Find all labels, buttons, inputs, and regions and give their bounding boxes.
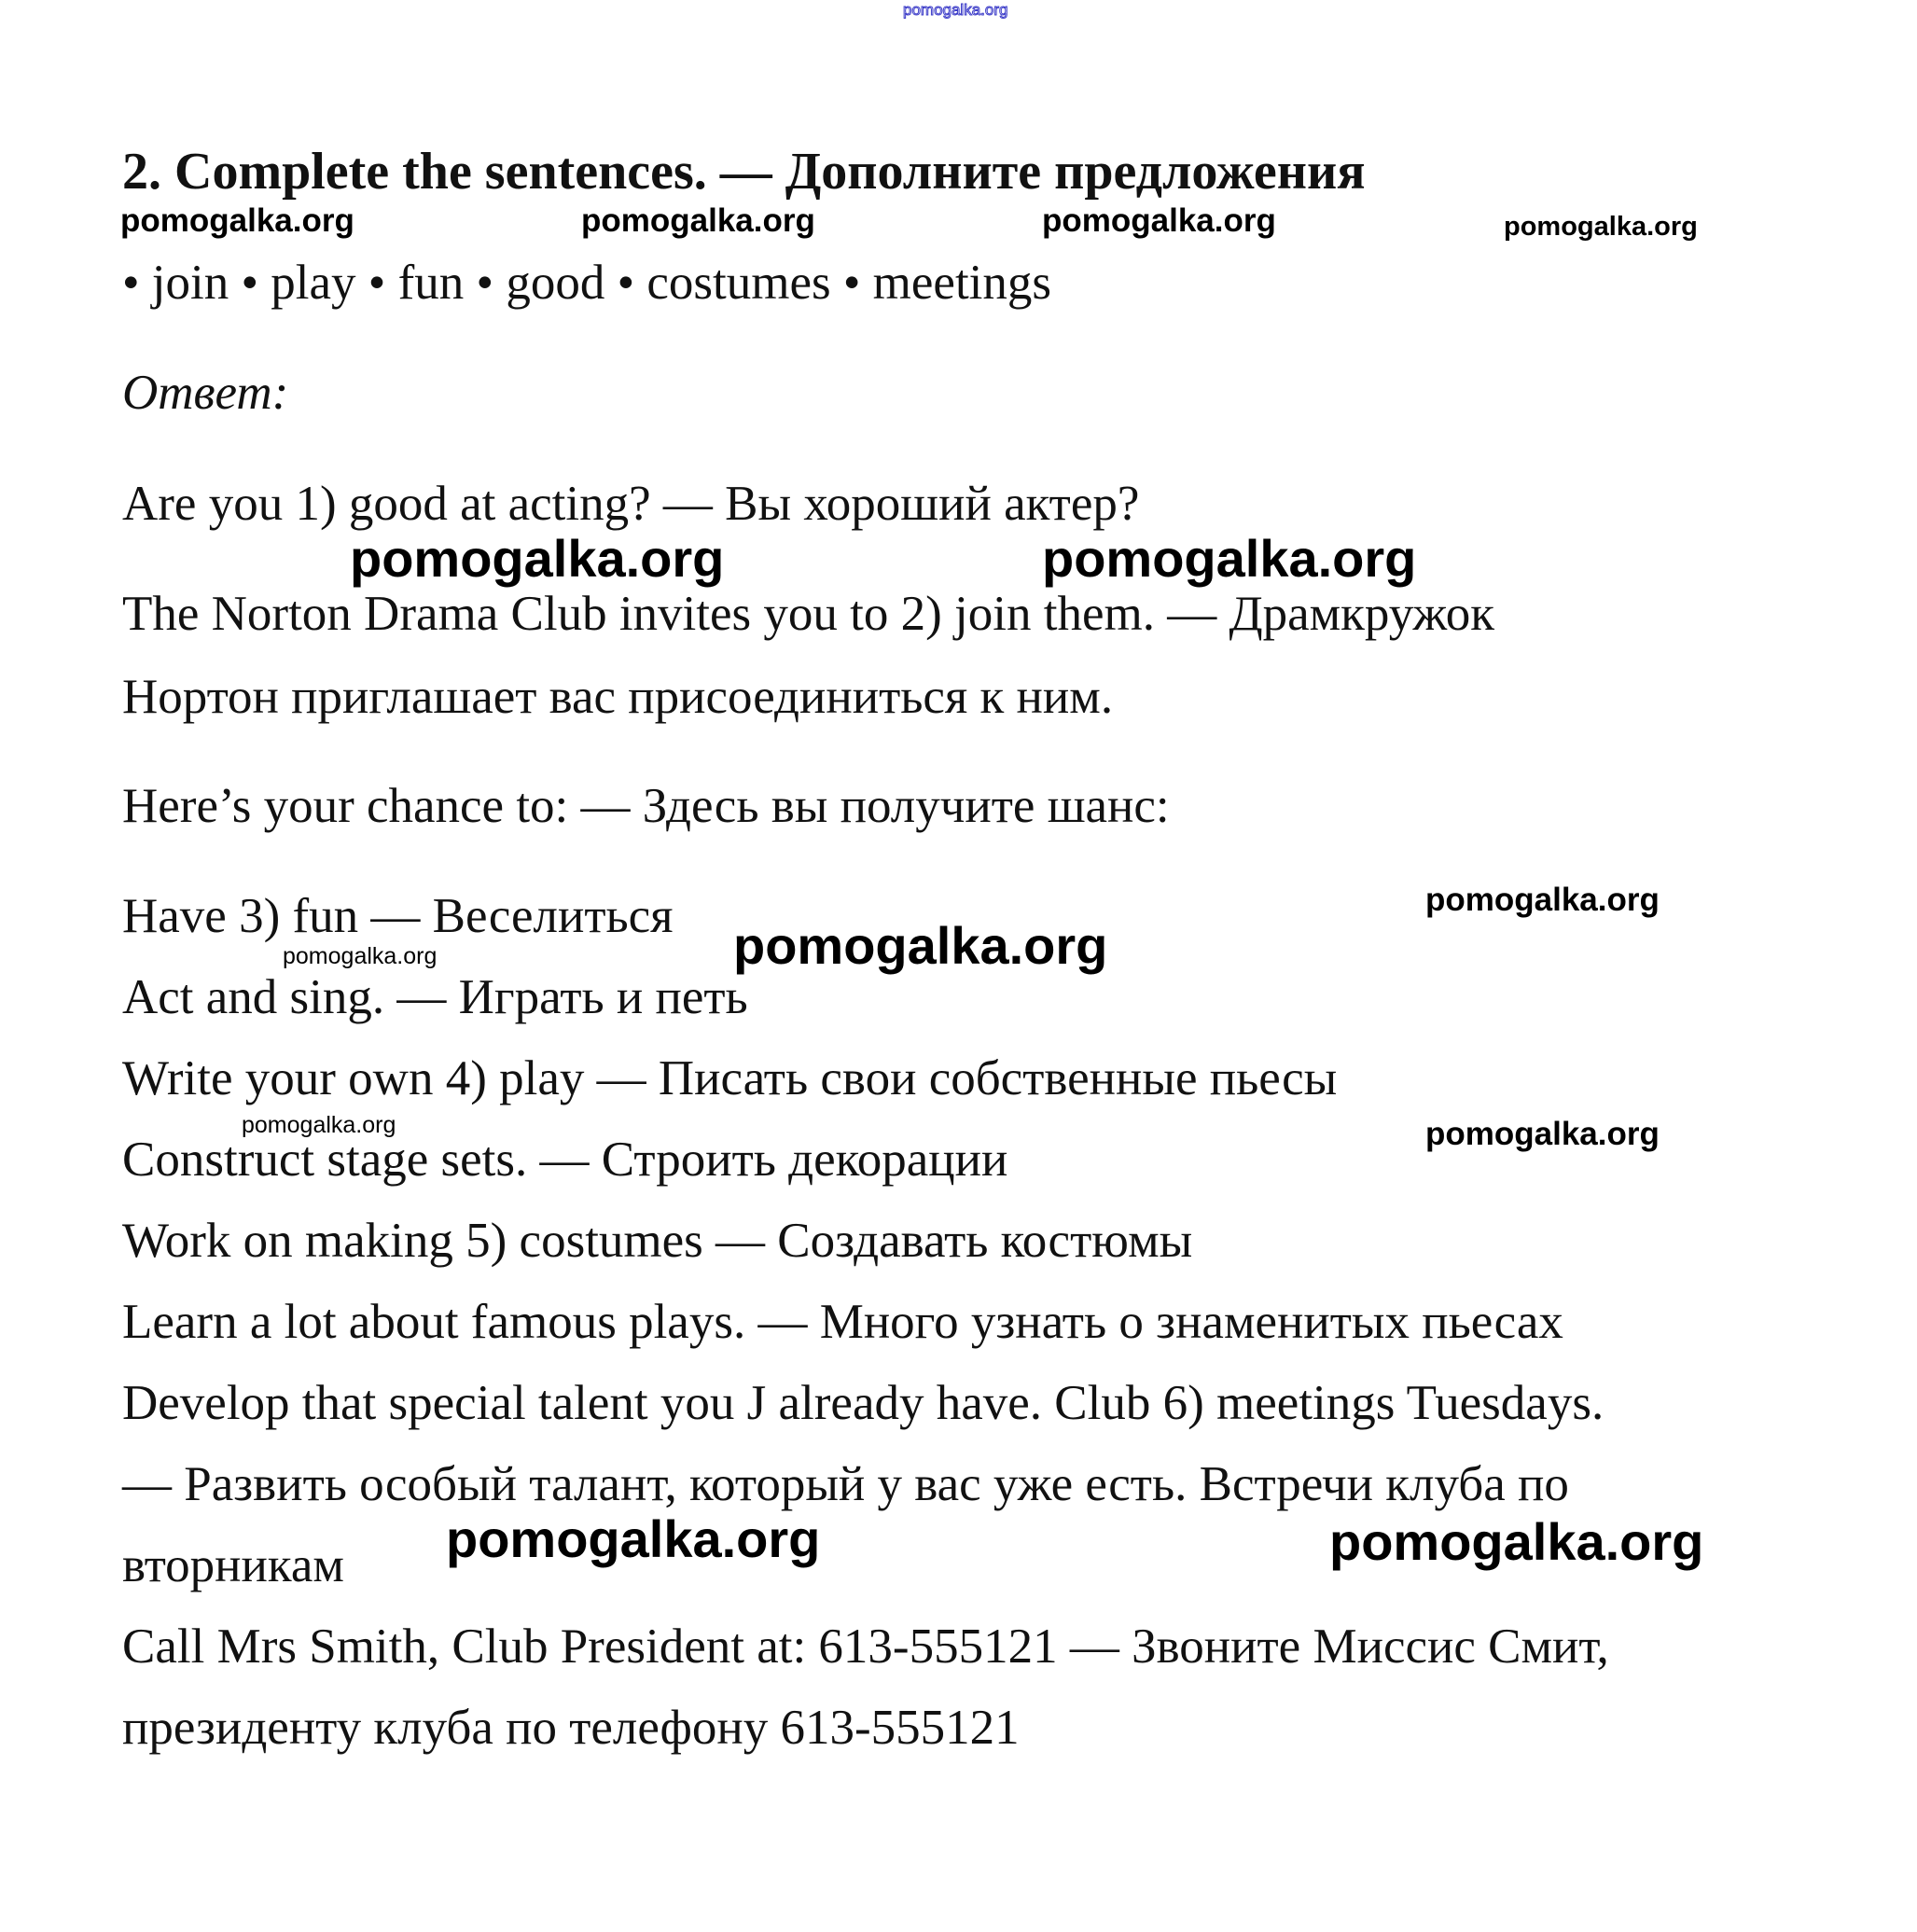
answer-line: Нортон приглашает вас присоединиться к ним. [122, 670, 1114, 724]
exercise-title: 2. Complete the sentences. — Дополните предложения [122, 143, 1366, 201]
watermark: pomogalka.org [1504, 212, 1698, 242]
answer-line: вторникам [122, 1538, 344, 1592]
answer-line: Are you 1) good at acting? — Вы хороший актер? [122, 477, 1140, 531]
watermark: pomogalka.org [1329, 1512, 1704, 1571]
answer-line: Develop that special talent you J already have. Club 6) meetings Tuesdays. [122, 1376, 1604, 1430]
answer-line: The Norton Drama Club invites you to 2) join them. — Драмкружок [122, 587, 1495, 641]
answer-line: Here’s your chance to: — Здесь вы получите шанс: [122, 779, 1170, 833]
answer-line: Write your own 4) play — Писать свои собственные пьесы [122, 1051, 1338, 1105]
answer-line: Work on making 5) costumes — Создавать костюмы [122, 1214, 1193, 1268]
watermark: pomogalka.org [120, 202, 354, 239]
answer-label: Ответ: [122, 366, 289, 420]
answer-line: Have 3) fun — Веселиться [122, 889, 674, 943]
answer-line: Call Mrs Smith, Club President at: 613-555121 — Звоните Миссис Смит, [122, 1619, 1609, 1674]
watermark: pomogalka.org [581, 202, 815, 239]
header-watermark: pomogalka.org [903, 1, 1008, 19]
watermark: pomogalka.org [733, 916, 1108, 975]
watermark: pomogalka.org [1042, 202, 1276, 239]
watermark: pomogalka.org [1425, 1116, 1660, 1152]
word-list: • join • play • fun • good • costumes • meetings [122, 256, 1052, 310]
watermark: pomogalka.org [350, 529, 725, 588]
watermark: pomogalka.org [283, 943, 438, 969]
watermark: pomogalka.org [446, 1509, 821, 1568]
answer-line: Construct stage sets. — Строить декорации [122, 1133, 1008, 1187]
watermark: pomogalka.org [1042, 529, 1417, 588]
watermark: pomogalka.org [1425, 882, 1660, 918]
watermark: pomogalka.org [242, 1112, 396, 1138]
answer-line: Learn a lot about famous plays. — Много узнать о знаменитых пьесах [122, 1295, 1563, 1349]
answer-line: Act and sing. — Играть и петь [122, 970, 748, 1024]
answer-line: президенту клуба по телефону 613-555121 [122, 1701, 1020, 1755]
answer-line: — Развить особый талант, который у вас уже есть. Встречи клуба по [122, 1457, 1569, 1511]
